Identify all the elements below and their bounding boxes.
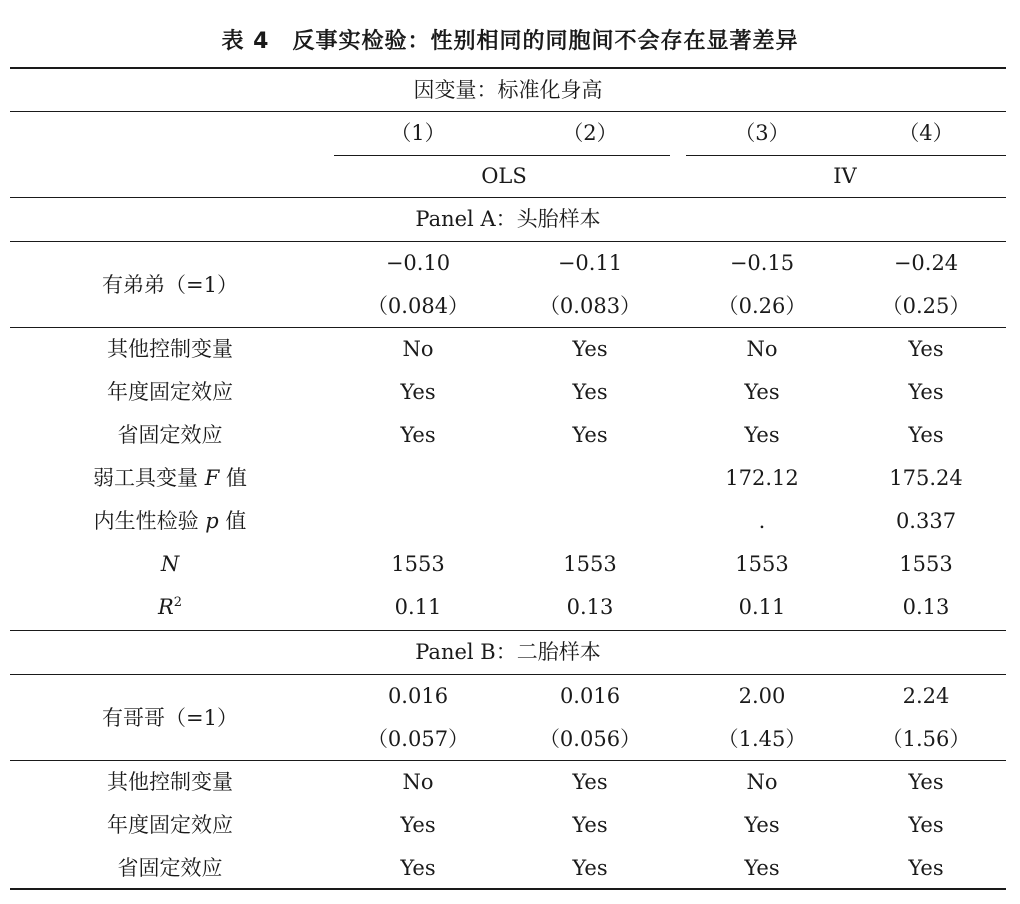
main-variable-label: 有哥哥（=1） bbox=[102, 706, 238, 730]
coefficient: −0.15 bbox=[729, 251, 795, 275]
table-cell: . bbox=[758, 509, 766, 533]
row-label: 年度固定效应 bbox=[107, 380, 233, 404]
table-cell: 175.24 bbox=[889, 466, 963, 490]
table-cell: No bbox=[746, 770, 778, 794]
table-cell: No bbox=[746, 337, 778, 361]
standard-error: （1.56） bbox=[881, 727, 971, 751]
table-cell: Yes bbox=[908, 423, 944, 447]
table-cell bbox=[334, 457, 502, 500]
row-label: 省固定效应 bbox=[117, 423, 223, 447]
table-cell: Yes bbox=[572, 380, 608, 404]
table-cell: 0.13 bbox=[902, 595, 950, 619]
coefficient: −0.10 bbox=[385, 251, 451, 275]
column-header-1: （1） bbox=[390, 121, 446, 145]
label-symbol: p bbox=[205, 509, 219, 533]
label-symbol: R bbox=[157, 595, 174, 619]
table-cell: Yes bbox=[744, 423, 780, 447]
column-header-2: （2） bbox=[562, 121, 618, 145]
dependent-variable-header: 因变量：标准化身高 bbox=[413, 78, 603, 102]
table-cell bbox=[506, 457, 674, 500]
row-label: 其他控制变量 bbox=[107, 770, 233, 794]
table-cell: Yes bbox=[908, 770, 944, 794]
row-label bbox=[10, 500, 330, 543]
table-cell: Yes bbox=[744, 856, 780, 880]
standard-error: （0.057） bbox=[366, 727, 470, 751]
label-text: 值 bbox=[225, 509, 247, 533]
table-title: 表 4 反事实检验：性别相同的同胞间不会存在显著差异 bbox=[221, 29, 799, 54]
table-cell: 1553 bbox=[563, 552, 617, 576]
table-cell: Yes bbox=[572, 337, 608, 361]
panel-b-title: Panel B：二胎样本 bbox=[415, 640, 601, 664]
label-text: 内生性检验 bbox=[93, 509, 199, 533]
label-text: 值 bbox=[225, 466, 247, 490]
table-cell: 0.11 bbox=[738, 595, 786, 619]
table-cell: 1553 bbox=[391, 552, 445, 576]
standard-error: （0.26） bbox=[717, 294, 807, 318]
standard-error: （0.056） bbox=[538, 727, 642, 751]
row-label-n: N bbox=[160, 552, 180, 576]
coefficient: 0.016 bbox=[559, 684, 621, 708]
row-label-r-squared bbox=[10, 586, 330, 629]
row-label: 省固定效应 bbox=[117, 856, 223, 880]
main-variable-label: 有弟弟（=1） bbox=[102, 273, 238, 297]
table-cell: Yes bbox=[572, 856, 608, 880]
row-label: 其他控制变量 bbox=[107, 337, 233, 361]
table-cell: Yes bbox=[572, 770, 608, 794]
table-cell: Yes bbox=[908, 380, 944, 404]
coefficient: 0.016 bbox=[387, 684, 449, 708]
label-text: 弱工具变量 bbox=[93, 466, 199, 490]
table-cell: Yes bbox=[400, 856, 436, 880]
table-cell: 1553 bbox=[899, 552, 953, 576]
table-cell: 0.11 bbox=[394, 595, 442, 619]
table-cell: No bbox=[402, 337, 434, 361]
table-cell: 1553 bbox=[735, 552, 789, 576]
table-cell: Yes bbox=[572, 423, 608, 447]
standard-error: （0.25） bbox=[881, 294, 971, 318]
table-cell: Yes bbox=[400, 813, 436, 837]
column-header-3: （3） bbox=[734, 121, 790, 145]
table-cell: Yes bbox=[908, 813, 944, 837]
coefficient: −0.24 bbox=[893, 251, 959, 275]
group-header-ols: OLS bbox=[481, 164, 527, 188]
standard-error: （0.084） bbox=[366, 294, 470, 318]
label-superscript: 2 bbox=[173, 595, 183, 610]
table-cell: No bbox=[402, 770, 434, 794]
table-cell: 172.12 bbox=[725, 466, 799, 490]
table-cell: Yes bbox=[400, 380, 436, 404]
group-header-iv: IV bbox=[833, 164, 857, 188]
column-header-4: （4） bbox=[898, 121, 954, 145]
standard-error: （1.45） bbox=[717, 727, 807, 751]
table-cell: 0.13 bbox=[566, 595, 614, 619]
table-cell: Yes bbox=[572, 813, 608, 837]
row-label: 年度固定效应 bbox=[107, 813, 233, 837]
table-cell: Yes bbox=[400, 423, 436, 447]
label-symbol: F bbox=[204, 466, 220, 490]
table-cell: Yes bbox=[744, 380, 780, 404]
table-cell bbox=[506, 500, 674, 543]
coefficient: −0.11 bbox=[557, 251, 623, 275]
table-cell: Yes bbox=[908, 856, 944, 880]
row-label bbox=[10, 457, 330, 500]
coefficient: 2.24 bbox=[902, 684, 950, 708]
table-cell: Yes bbox=[744, 813, 780, 837]
coefficient: 2.00 bbox=[738, 684, 786, 708]
panel-a-title: Panel A：头胎样本 bbox=[415, 207, 601, 231]
table-cell: 0.337 bbox=[895, 509, 957, 533]
table-cell: Yes bbox=[908, 337, 944, 361]
table-cell bbox=[334, 500, 502, 543]
standard-error: （0.083） bbox=[538, 294, 642, 318]
